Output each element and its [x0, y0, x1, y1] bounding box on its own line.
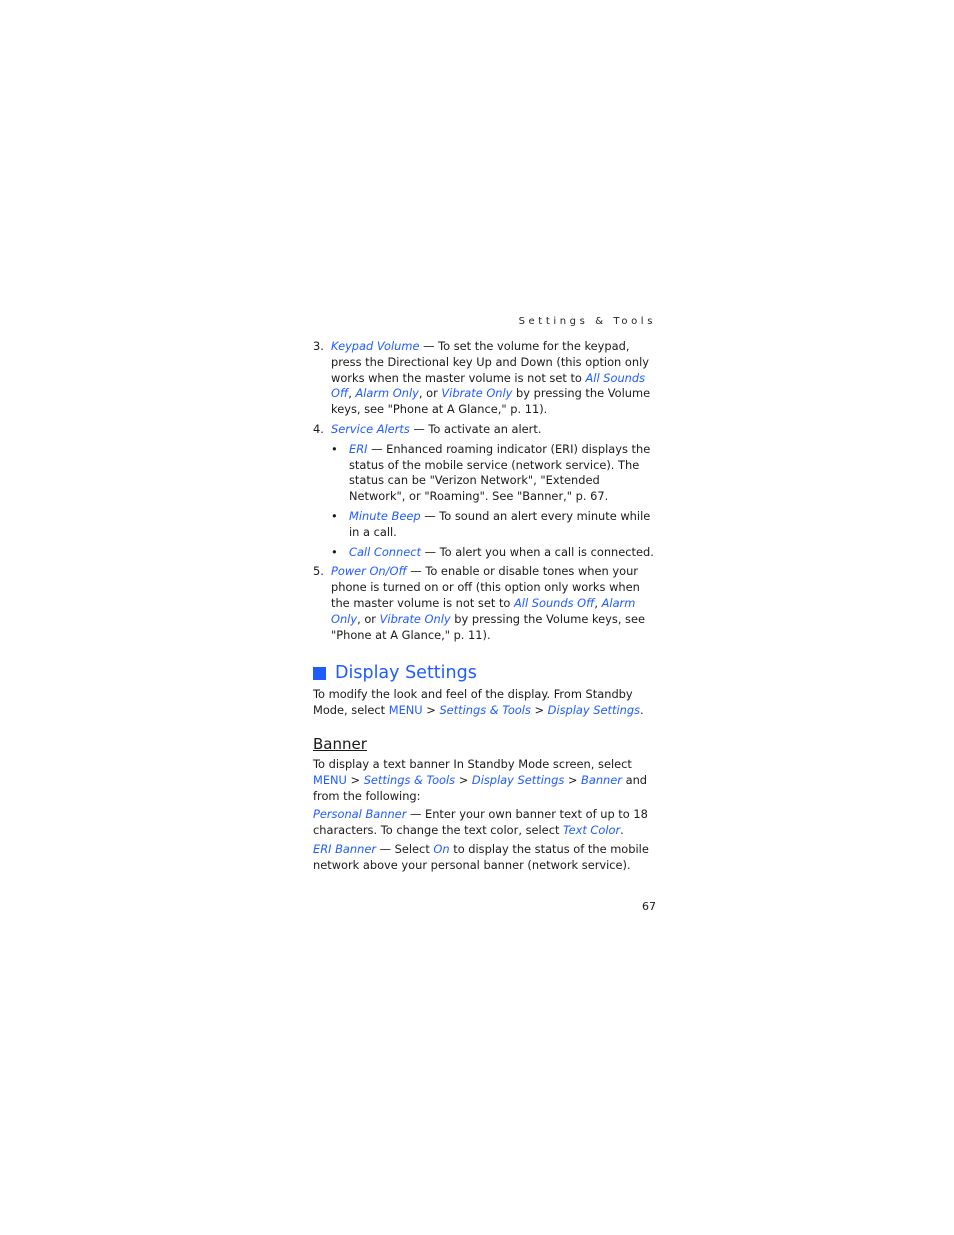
separator: , or	[357, 611, 380, 626]
eri-banner-para	[313, 842, 658, 874]
bullet-item-call-connect	[313, 545, 658, 561]
link-minute-beep[interactable]: Minute Beep	[349, 508, 421, 523]
link-call-connect[interactable]: Call Connect	[349, 544, 421, 559]
bullet: •	[331, 544, 338, 559]
intro-text: To display a text banner In Standby Mode screen, select	[313, 756, 632, 771]
personal-banner-para	[313, 807, 658, 839]
list-number: 3.	[313, 339, 324, 353]
bullet-item-eri	[313, 442, 658, 505]
list-number: 4.	[313, 421, 324, 436]
bullet-text: — To alert you when a call is connected.	[420, 544, 654, 559]
subsection-heading-banner: Banner	[313, 734, 367, 753]
running-header: Settings & Tools	[518, 316, 656, 327]
link-vibrate-only[interactable]: Vibrate Only	[379, 611, 451, 626]
banner-intro	[313, 757, 658, 804]
separator: >	[564, 772, 582, 787]
link-keypad-volume[interactable]: Keypad Volume	[331, 339, 420, 353]
link-banner[interactable]: Banner	[581, 772, 622, 787]
item-text: — To set the volume for the keypad, press the Directional key Up and Down (this option only works when the master volume is not set to	[331, 339, 649, 385]
para-text: — Select	[376, 841, 434, 856]
link-eri-banner[interactable]: ERI Banner	[313, 841, 377, 856]
menu-key-label[interactable]: MENU	[313, 772, 347, 787]
bullet-item-minute-beep	[313, 509, 658, 541]
punctuation: .	[640, 703, 644, 718]
link-settings-tools[interactable]: Settings & Tools	[363, 772, 456, 787]
list-item-power-on-off	[313, 564, 658, 643]
link-personal-banner[interactable]: Personal Banner	[313, 807, 407, 822]
list-item-keypad-volume	[313, 339, 658, 418]
separator: , or	[418, 386, 442, 401]
link-display-settings[interactable]: Display Settings	[547, 703, 640, 718]
display-intro	[313, 687, 658, 719]
square-bullet-icon	[313, 667, 326, 680]
item-text: — To enable or disable tones when your phone is turned on or off (this option only works when the master volume is not set to	[331, 564, 640, 610]
para-text: to display the status of the mobile network above your personal banner (network service).	[313, 841, 649, 872]
item-text: — To activate an alert.	[409, 421, 542, 436]
link-alarm-only[interactable]: Alarm Only	[355, 386, 419, 401]
bullet: •	[331, 508, 338, 523]
link-eri[interactable]: ERI	[349, 441, 368, 456]
link-on[interactable]: On	[433, 841, 450, 856]
separator: ,	[594, 595, 602, 610]
link-all-sounds-off[interactable]: All Sounds Off	[514, 595, 595, 610]
link-all-sounds-off[interactable]: All Sounds Off	[331, 370, 646, 401]
link-settings-tools[interactable]: Settings & Tools	[439, 703, 531, 718]
separator: >	[346, 772, 364, 787]
separator: >	[455, 772, 472, 787]
link-service-alerts[interactable]: Service Alerts	[331, 421, 410, 436]
page-number: 67	[642, 900, 656, 913]
item-text: by pressing the Volume keys, see "Phone at A Glance," p. 11).	[331, 611, 646, 642]
menu-key-label[interactable]: MENU	[388, 703, 423, 718]
separator: >	[422, 703, 440, 718]
punctuation: .	[620, 823, 624, 838]
link-text-color[interactable]: Text Color	[563, 823, 621, 838]
bullet: •	[331, 441, 338, 456]
link-display-settings[interactable]: Display Settings	[471, 772, 565, 787]
list-item-service-alerts	[313, 422, 658, 438]
separator: ,	[348, 386, 356, 401]
list-number: 5.	[313, 564, 324, 579]
item-text: by pressing the Volume keys, see "Phone at A Glance," p. 11).	[331, 386, 651, 417]
link-vibrate-only[interactable]: Vibrate Only	[441, 386, 513, 401]
intro-text: and from the following:	[313, 772, 648, 803]
intro-text: To modify the look and feel of the display. From Standby Mode, select	[313, 687, 633, 718]
separator: >	[530, 703, 548, 718]
section-heading-display-settings	[313, 663, 658, 683]
manual-page	[313, 316, 658, 877]
bullet-text: — To sound an alert every minute while in a call.	[349, 508, 651, 539]
link-power-on-off[interactable]: Power On/Off	[331, 564, 407, 579]
para-text: — Enter your own banner text of up to 18 characters. To change the text color, select	[313, 807, 648, 838]
bullet-text: — Enhanced roaming indicator (ERI) displays the status of the mobile service (network service). The status can be "Verizon Network", "Extended Network", or "Roaming". See "Banner," p. 67.	[349, 441, 651, 504]
heading-text: Display Settings	[335, 663, 477, 684]
link-alarm-only[interactable]: Alarm Only	[331, 595, 636, 626]
